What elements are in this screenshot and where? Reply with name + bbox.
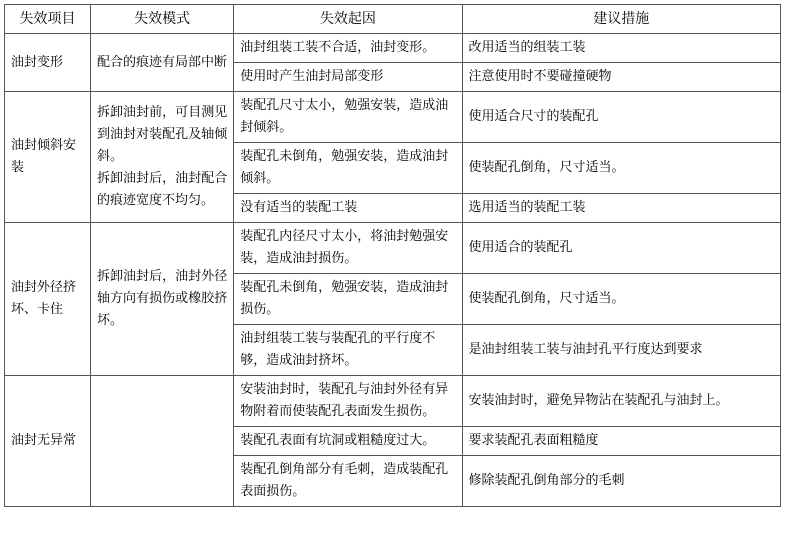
recommended-measure-cell: 是油封组装工装与油封孔平行度达到要求 <box>462 325 780 376</box>
failure-mode-cell <box>90 223 233 376</box>
recommended-measure-cell: 注意使用时不要碰撞硬物 <box>462 63 780 92</box>
failure-mode-text: 配合的痕迹有局部中断 <box>96 54 227 70</box>
table-body <box>5 34 781 507</box>
recommended-measure-cell: 改用适当的组装工装 <box>462 34 780 63</box>
failure-mode-text: 拆卸油封后，油封外径轴方向有损伤或橡胶挤坏。 <box>96 269 228 328</box>
table-row <box>5 34 781 63</box>
failure-mode-cell <box>90 34 233 92</box>
failure-cause-cell: 油封组装工装与装配孔的平行度不够，造成油封挤坏。 <box>234 325 462 376</box>
failure-cause-cell: 油封组装工装不合适，油封变形。 <box>234 34 462 63</box>
failure-cause-cell: 装配孔未倒角，勉强安装，造成油封倾斜。 <box>234 143 462 194</box>
header-recommended-measure: 建议措施 <box>462 5 780 34</box>
failure-item-cell: 油封无异常 <box>5 376 91 507</box>
header-failure-mode: 失效模式 <box>90 5 233 34</box>
failure-cause-cell: 使用时产生油封局部变形 <box>234 63 462 92</box>
recommended-measure-cell: 要求装配孔表面粗糙度 <box>462 427 780 456</box>
failure-mode-text: 拆卸油封前，可目测见到油封对装配孔及轴倾斜。 <box>96 105 228 164</box>
failure-cause-cell: 装配孔倒角部分有毛刺，造成装配孔表面损伤。 <box>234 456 462 507</box>
header-failure-cause: 失效起因 <box>234 5 462 34</box>
failure-item-cell: 油封外径挤坏、卡住 <box>5 223 91 376</box>
failure-analysis-table <box>4 4 781 507</box>
recommended-measure-cell: 使用适合的装配孔 <box>462 223 780 274</box>
recommended-measure-cell: 使用适合尺寸的装配孔 <box>462 92 780 143</box>
failure-cause-cell: 没有适当的装配工装 <box>234 194 462 223</box>
recommended-measure-cell: 使装配孔倒角，尺寸适当。 <box>462 274 780 325</box>
table-row <box>5 223 781 274</box>
failure-mode-cell <box>90 376 233 507</box>
header-failure-item: 失效项目 <box>5 5 91 34</box>
failure-cause-cell: 装配孔未倒角，勉强安装，造成油封损伤。 <box>234 274 462 325</box>
recommended-measure-cell: 选用适当的装配工装 <box>462 194 780 223</box>
failure-mode-cell <box>90 92 233 223</box>
failure-cause-cell: 装配孔表面有坑洞或粗糙度过大。 <box>234 427 462 456</box>
header-row <box>5 5 781 34</box>
table-row <box>5 92 781 143</box>
recommended-measure-cell: 安装油封时，避免异物沾在装配孔与油封上。 <box>462 376 780 427</box>
recommended-measure-cell: 修除装配孔倒角部分的毛刺 <box>462 456 780 507</box>
recommended-measure-cell: 使装配孔倒角，尺寸适当。 <box>462 143 780 194</box>
failure-cause-cell: 装配孔尺寸太小，勉强安装，造成油封倾斜。 <box>234 92 462 143</box>
failure-cause-cell: 装配孔内径尺寸太小，将油封勉强安装，造成油封损伤。 <box>234 223 462 274</box>
failure-cause-cell: 安装油封时，装配孔与油封外径有异物附着而使装配孔表面发生损伤。 <box>234 376 462 427</box>
failure-item-cell: 油封倾斜安装 <box>5 92 91 223</box>
failure-mode-text: 拆卸油封后，油封配合的痕迹宽度不均匀。 <box>96 171 228 208</box>
failure-item-cell: 油封变形 <box>5 34 91 92</box>
table-row <box>5 376 781 427</box>
